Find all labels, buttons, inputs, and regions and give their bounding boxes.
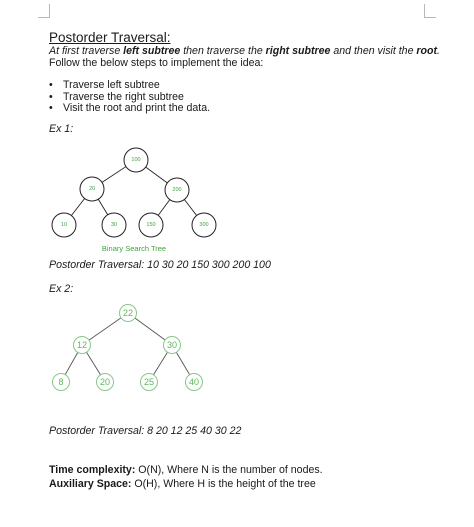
step-item: • Traverse the right subtree — [49, 92, 210, 104]
intro-bold-root: root — [416, 45, 437, 57]
time-complexity-value: O(N), Where N is the number of nodes. — [135, 464, 323, 476]
example-2-label: Ex 2: — [49, 283, 74, 295]
tree1-node-label: 20 — [88, 186, 96, 192]
example-1-tree — [52, 148, 216, 253]
tree1-node-label: 150 — [146, 222, 156, 228]
tree2-node — [74, 337, 91, 354]
tree1-node — [139, 213, 163, 237]
tree2-node — [53, 374, 70, 391]
tree1-node-label: 300 — [199, 222, 209, 228]
tree1-node-label: 10 — [60, 222, 68, 228]
auxiliary-space-value: O(H), Where H is the height of the tree — [131, 478, 316, 490]
intro-part-1: At first traverse — [49, 45, 124, 57]
tree2-node — [120, 305, 137, 322]
auxiliary-space-label: Auxiliary Space: — [49, 478, 132, 490]
tree2-node-label: 8 — [58, 377, 64, 387]
tree1-node — [124, 148, 148, 172]
intro-part-3: and then visit the — [330, 45, 417, 57]
tree1-node — [102, 213, 126, 237]
tree2-node-label: 12 — [76, 340, 88, 350]
tree1-node — [52, 213, 76, 237]
step-item: • Visit the root and print the data. — [49, 103, 210, 115]
tree2-node-label: 22 — [122, 308, 134, 318]
tree1-node-label: 100 — [131, 157, 141, 163]
intro-bold-right-subtree: right subtree — [265, 45, 331, 57]
tree2-node-label: 20 — [99, 377, 111, 387]
tree1-node — [165, 178, 189, 202]
tree1-node — [192, 213, 216, 237]
tree2-node — [186, 374, 203, 391]
example-1-label: Ex 1: — [49, 123, 74, 135]
tree2-node — [164, 337, 181, 354]
tree1-caption: Binary Search Tree — [101, 244, 167, 253]
step-item: • Traverse left subtree — [49, 80, 210, 92]
page-title: Postorder Traversal: — [49, 30, 171, 45]
intro-part-2: then traverse the — [180, 45, 266, 57]
example-2-traversal: Postorder Traversal: 8 20 12 25 40 30 22 — [49, 425, 242, 437]
time-complexity-label: Time complexity: — [49, 464, 136, 476]
tree2-node — [97, 374, 114, 391]
tree2-node — [141, 374, 158, 391]
time-complexity — [49, 464, 323, 476]
example-2-tree — [53, 305, 203, 391]
tree1-node — [80, 177, 104, 201]
tree2-node-label: 30 — [166, 340, 178, 350]
tree1-node-label: 200 — [172, 187, 182, 193]
tree1-node-label: 30 — [110, 222, 118, 228]
example-1-traversal: Postorder Traversal: 10 30 20 150 300 200 100 — [49, 259, 271, 271]
tree2-node-label: 40 — [188, 377, 200, 387]
steps-intro: Follow the below steps to implement the idea: — [49, 57, 264, 69]
auxiliary-space — [49, 478, 316, 490]
intro-part-4: . — [437, 45, 440, 57]
intro-bold-left-subtree: left subtree — [123, 45, 181, 57]
tree2-node-label: 25 — [143, 377, 155, 387]
